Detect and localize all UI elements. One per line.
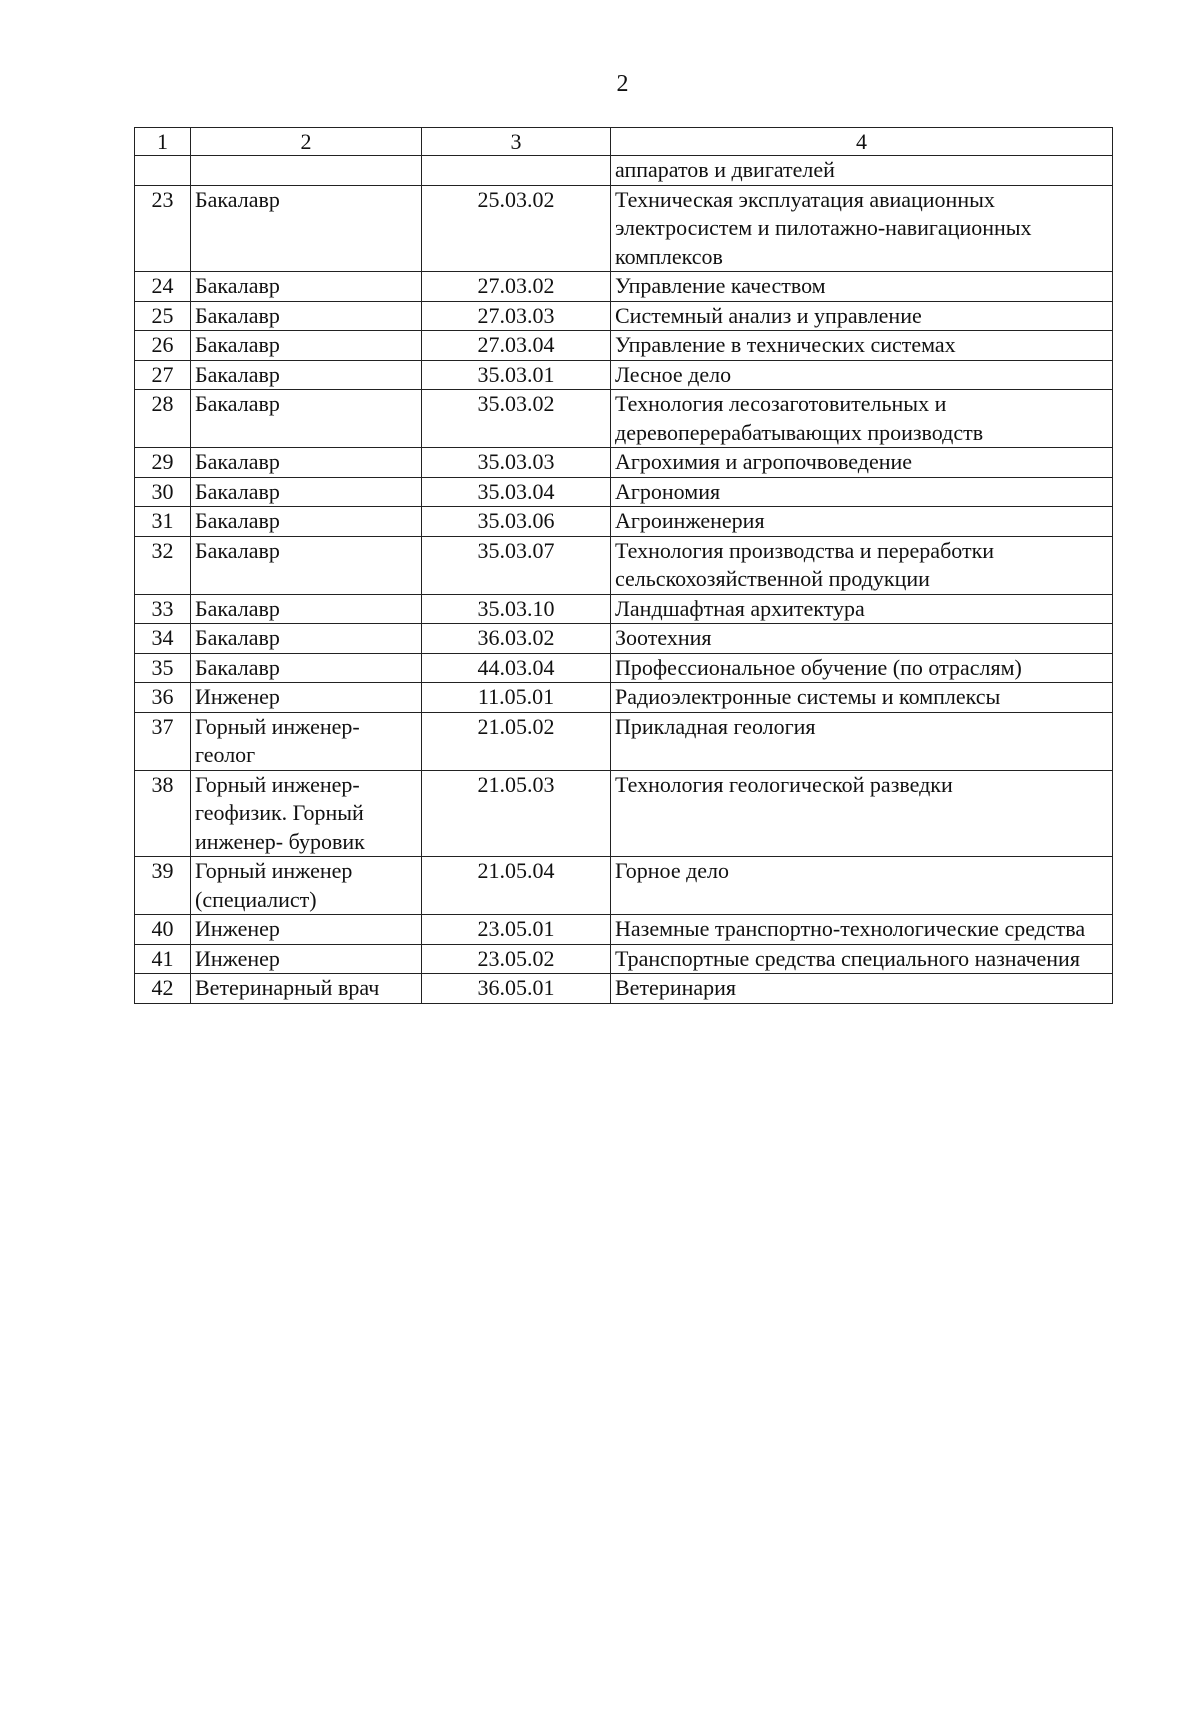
specialty-name-cell: Ландшафтная архитектура bbox=[611, 594, 1113, 624]
qualification-cell: Бакалавр bbox=[191, 301, 422, 331]
qualification-cell: Бакалавр bbox=[191, 360, 422, 390]
specialty-name-cell: Радиоэлектронные системы и комплексы bbox=[611, 683, 1113, 713]
row-number-cell: 37 bbox=[135, 712, 191, 770]
specialty-name-cell: Агрохимия и агропочвоведение bbox=[611, 448, 1113, 478]
qualification-cell: Ветеринарный врач bbox=[191, 974, 422, 1004]
row-number-cell: 40 bbox=[135, 915, 191, 945]
table-row bbox=[135, 594, 1113, 624]
specialty-code-cell: 21.05.04 bbox=[422, 857, 611, 915]
qualification-cell: Бакалавр bbox=[191, 448, 422, 478]
specialty-code-cell: 27.03.03 bbox=[422, 301, 611, 331]
row-number-cell: 31 bbox=[135, 507, 191, 537]
column-header-3: 3 bbox=[422, 128, 611, 156]
table-row bbox=[135, 360, 1113, 390]
specialty-code-cell: 21.05.02 bbox=[422, 712, 611, 770]
qualification-cell: Инженер bbox=[191, 944, 422, 974]
table-row bbox=[135, 156, 1113, 186]
specialty-code-cell: 35.03.06 bbox=[422, 507, 611, 537]
specialty-name-cell: Агроинженерия bbox=[611, 507, 1113, 537]
specialty-name-cell: аппаратов и двигателей bbox=[611, 156, 1113, 186]
qualification-cell: Бакалавр bbox=[191, 185, 422, 272]
qualification-cell: Горный инженер- геолог bbox=[191, 712, 422, 770]
table-row bbox=[135, 477, 1113, 507]
qualification-cell: Бакалавр bbox=[191, 536, 422, 594]
row-number-cell: 25 bbox=[135, 301, 191, 331]
specialty-name-cell: Лесное дело bbox=[611, 360, 1113, 390]
specialty-name-cell: Управление в технических системах bbox=[611, 331, 1113, 361]
specialty-name-cell: Технология производства и переработки сельскохозяйственной продукции bbox=[611, 536, 1113, 594]
table-row bbox=[135, 624, 1113, 654]
specialty-name-cell: Агрономия bbox=[611, 477, 1113, 507]
column-header-2: 2 bbox=[191, 128, 422, 156]
row-number-cell: 39 bbox=[135, 857, 191, 915]
row-number-cell: 34 bbox=[135, 624, 191, 654]
row-number-cell: 41 bbox=[135, 944, 191, 974]
row-number-cell bbox=[135, 156, 191, 186]
table-row bbox=[135, 712, 1113, 770]
specialty-code-cell: 36.03.02 bbox=[422, 624, 611, 654]
qualification-cell: Инженер bbox=[191, 683, 422, 713]
table-row bbox=[135, 944, 1113, 974]
specialty-name-cell: Системный анализ и управление bbox=[611, 301, 1113, 331]
specialty-code-cell: 11.05.01 bbox=[422, 683, 611, 713]
qualification-cell: Бакалавр bbox=[191, 331, 422, 361]
specialty-code-cell: 21.05.03 bbox=[422, 770, 611, 857]
row-number-cell: 38 bbox=[135, 770, 191, 857]
table-row bbox=[135, 272, 1113, 302]
qualification-cell: Бакалавр bbox=[191, 594, 422, 624]
qualification-cell: Инженер bbox=[191, 915, 422, 945]
row-number-cell: 42 bbox=[135, 974, 191, 1004]
table-row bbox=[135, 507, 1113, 537]
specialty-code-cell: 23.05.01 bbox=[422, 915, 611, 945]
specialty-code-cell: 35.03.07 bbox=[422, 536, 611, 594]
specialty-name-cell: Наземные транспортно-технологические средства bbox=[611, 915, 1113, 945]
row-number-cell: 27 bbox=[135, 360, 191, 390]
qualification-cell: Горный инженер (специалист) bbox=[191, 857, 422, 915]
row-number-cell: 35 bbox=[135, 653, 191, 683]
page-number: 2 bbox=[616, 71, 629, 97]
specialty-code-cell: 35.03.04 bbox=[422, 477, 611, 507]
table-body bbox=[135, 156, 1113, 1004]
table-row bbox=[135, 185, 1113, 272]
table-row bbox=[135, 653, 1113, 683]
qualification-cell: Горный инженер- геофизик. Горный инженер- буровик bbox=[191, 770, 422, 857]
table-row bbox=[135, 683, 1113, 713]
row-number-cell: 29 bbox=[135, 448, 191, 478]
specialty-code-cell: 27.03.04 bbox=[422, 331, 611, 361]
qualification-cell: Бакалавр bbox=[191, 507, 422, 537]
row-number-cell: 24 bbox=[135, 272, 191, 302]
row-number-cell: 28 bbox=[135, 390, 191, 448]
specialty-name-cell: Прикладная геология bbox=[611, 712, 1113, 770]
table-row bbox=[135, 301, 1113, 331]
specialty-code-cell: 44.03.04 bbox=[422, 653, 611, 683]
table-row bbox=[135, 331, 1113, 361]
specialty-name-cell: Ветеринария bbox=[611, 974, 1113, 1004]
table-row bbox=[135, 448, 1113, 478]
specialties-table bbox=[134, 127, 1113, 1004]
table-row bbox=[135, 390, 1113, 448]
table-row bbox=[135, 770, 1113, 857]
qualification-cell: Бакалавр bbox=[191, 272, 422, 302]
row-number-cell: 26 bbox=[135, 331, 191, 361]
table-row bbox=[135, 857, 1113, 915]
specialty-name-cell: Профессиональное обучение (по отраслям) bbox=[611, 653, 1113, 683]
row-number-cell: 23 bbox=[135, 185, 191, 272]
column-header-4: 4 bbox=[611, 128, 1113, 156]
row-number-cell: 30 bbox=[135, 477, 191, 507]
table-row bbox=[135, 915, 1113, 945]
qualification-cell: Бакалавр bbox=[191, 624, 422, 654]
specialty-code-cell: 35.03.02 bbox=[422, 390, 611, 448]
row-number-cell: 36 bbox=[135, 683, 191, 713]
specialty-code-cell: 23.05.02 bbox=[422, 944, 611, 974]
specialty-name-cell: Зоотехния bbox=[611, 624, 1113, 654]
column-header-1: 1 bbox=[135, 128, 191, 156]
specialty-name-cell: Управление качеством bbox=[611, 272, 1113, 302]
specialty-name-cell: Технология лесозаготовительных и деревоперерабатывающих производств bbox=[611, 390, 1113, 448]
specialty-code-cell: 35.03.01 bbox=[422, 360, 611, 390]
specialty-code-cell: 36.05.01 bbox=[422, 974, 611, 1004]
table-row bbox=[135, 974, 1113, 1004]
table-header-row bbox=[135, 128, 1113, 156]
table-row bbox=[135, 536, 1113, 594]
specialty-name-cell: Технология геологической разведки bbox=[611, 770, 1113, 857]
specialty-name-cell: Техническая эксплуатация авиационных электросистем и пилотажно-навигационных комплексов bbox=[611, 185, 1113, 272]
specialty-code-cell: 35.03.03 bbox=[422, 448, 611, 478]
row-number-cell: 33 bbox=[135, 594, 191, 624]
row-number-cell: 32 bbox=[135, 536, 191, 594]
qualification-cell bbox=[191, 156, 422, 186]
specialty-code-cell: 35.03.10 bbox=[422, 594, 611, 624]
specialty-name-cell: Горное дело bbox=[611, 857, 1113, 915]
specialty-name-cell: Транспортные средства специального назначения bbox=[611, 944, 1113, 974]
qualification-cell: Бакалавр bbox=[191, 390, 422, 448]
specialty-code-cell: 25.03.02 bbox=[422, 185, 611, 272]
qualification-cell: Бакалавр bbox=[191, 653, 422, 683]
specialty-code-cell: 27.03.02 bbox=[422, 272, 611, 302]
specialty-code-cell bbox=[422, 156, 611, 186]
qualification-cell: Бакалавр bbox=[191, 477, 422, 507]
